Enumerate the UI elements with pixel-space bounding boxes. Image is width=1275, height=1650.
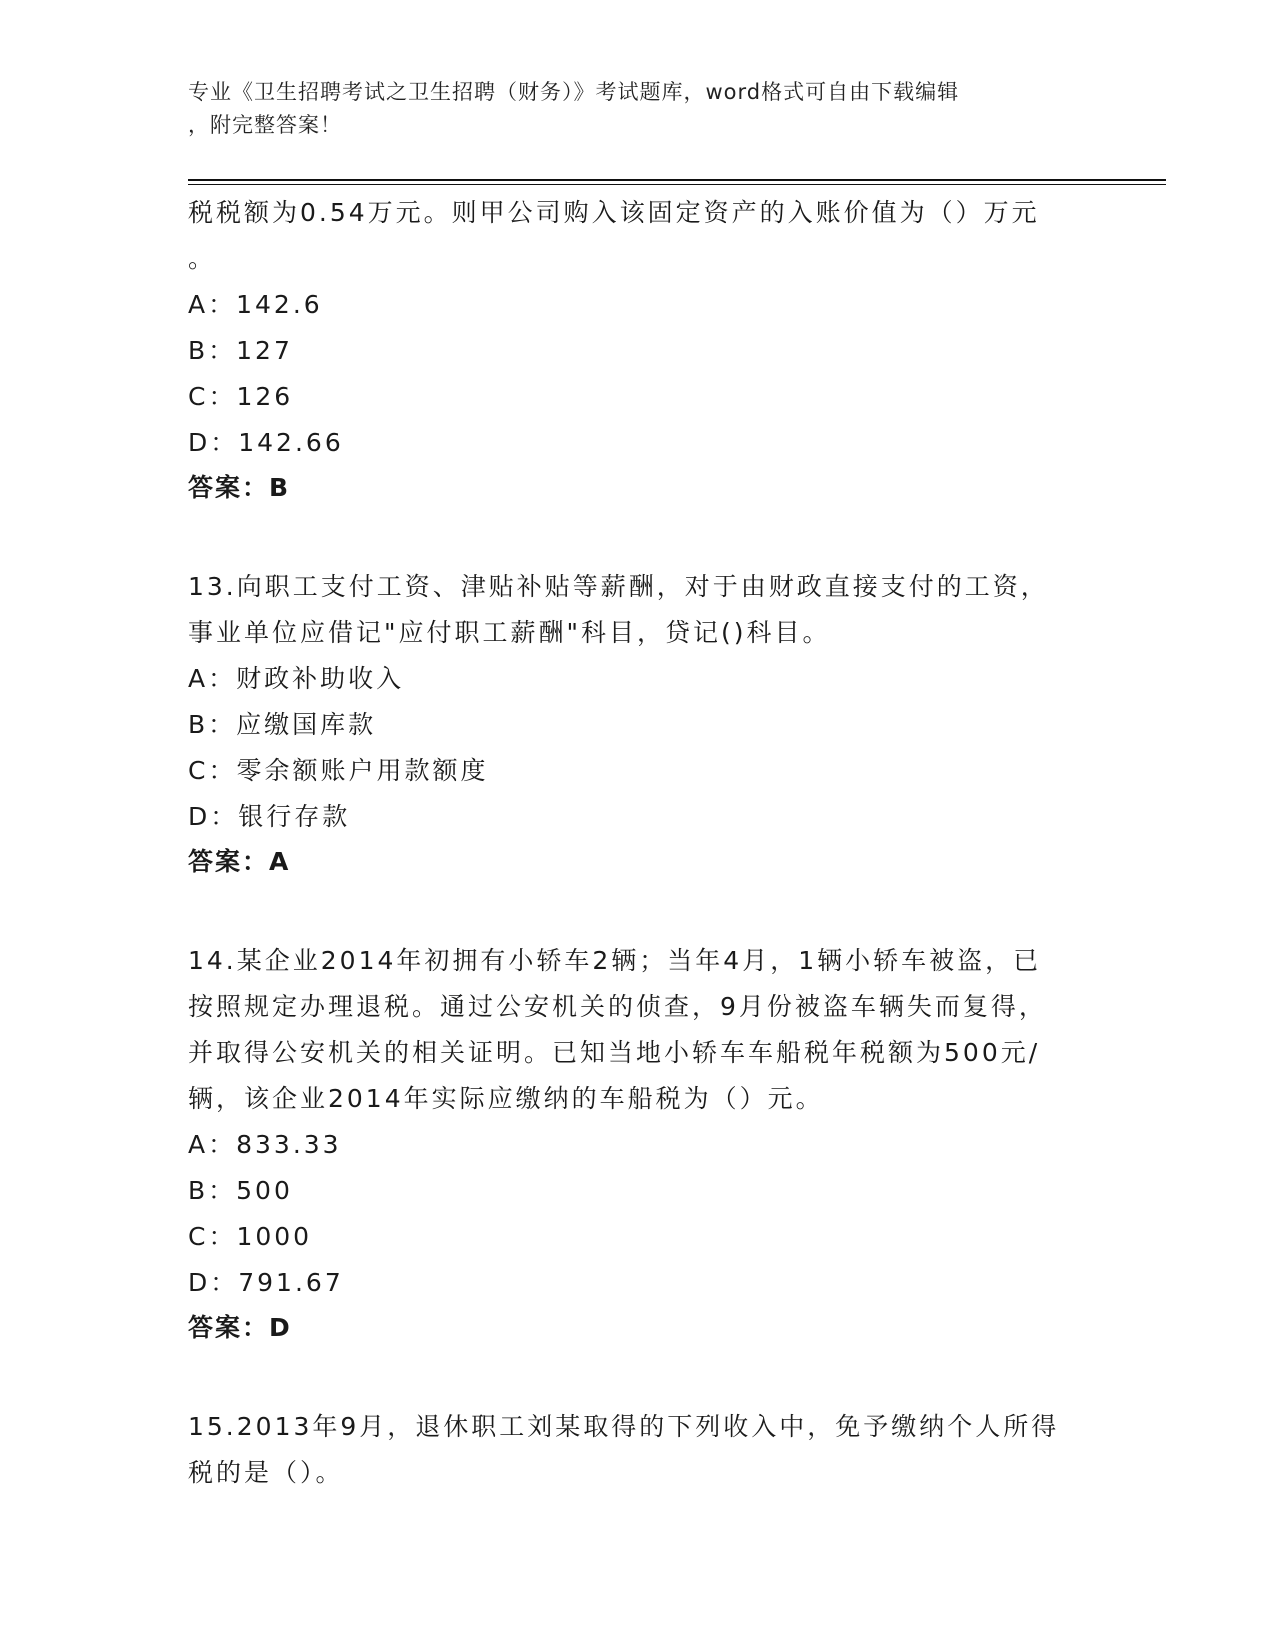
question-stem-line: 事业单位应借记"应付职工薪酬"科目，贷记()科目。 <box>188 618 831 647</box>
question-spacer <box>188 884 1088 938</box>
header-rule-thin <box>188 184 1166 185</box>
option-d: D：142.66 <box>188 428 344 457</box>
option-b: B：应缴国库款 <box>188 710 377 739</box>
option-d: D：银行存款 <box>188 802 351 831</box>
question-stem-line: 15.2013年9月，退休职工刘某取得的下列收入中，免予缴纳个人所得 <box>188 1412 1060 1441</box>
question-stem-line: 14.某企业2014年初拥有小轿车2辆；当年4月，1辆小轿车被盗，已 <box>188 946 1042 975</box>
header-line-1: 专业《卫生招聘考试之卫生招聘（财务）》考试题库，word格式可自由下载编辑 <box>188 80 960 104</box>
question-12 <box>188 190 1088 510</box>
question-stem-line: 。 <box>188 244 217 273</box>
option-b: B：500 <box>188 1176 293 1205</box>
answer-line: 答案：A <box>188 847 291 876</box>
option-c: C：零余额账户用款额度 <box>188 756 489 785</box>
question-list <box>188 190 1088 1496</box>
option-d: D：791.67 <box>188 1268 344 1297</box>
answer-line: 答案：D <box>188 1313 292 1342</box>
option-b: B：127 <box>188 336 293 365</box>
option-c: C：1000 <box>188 1222 313 1251</box>
question-15 <box>188 1404 1088 1496</box>
answer-line: 答案：B <box>188 473 291 502</box>
header-rule-thick <box>188 179 1166 181</box>
question-13 <box>188 564 1088 884</box>
option-c: C：126 <box>188 382 294 411</box>
question-stem-line: 辆，该企业2014年实际应缴纳的车船税为（）元。 <box>188 1084 824 1113</box>
option-a: A：142.6 <box>188 290 323 319</box>
question-stem-line: 按照规定办理退税。通过公安机关的侦查，9月份被盗车辆失而复得， <box>188 992 1047 1021</box>
option-a: A：财政补助收入 <box>188 664 405 693</box>
question-14 <box>188 938 1088 1350</box>
question-spacer <box>188 1350 1088 1404</box>
option-a: A：833.33 <box>188 1130 342 1159</box>
question-stem-line: 税的是（）。 <box>188 1458 344 1487</box>
question-stem-line: 并取得公安机关的相关证明。已知当地小轿车车船税年税额为500元/ <box>188 1038 1041 1067</box>
question-stem-line: 税税额为0.54万元。则甲公司购入该固定资产的入账价值为（）万元 <box>188 198 1040 227</box>
question-stem-line: 13.向职工支付工资、津贴补贴等薪酬，对于由财政直接支付的工资， <box>188 572 1049 601</box>
header-line-2: ，附完整答案！ <box>188 113 342 137</box>
document-header <box>188 76 1088 142</box>
question-spacer <box>188 510 1088 564</box>
